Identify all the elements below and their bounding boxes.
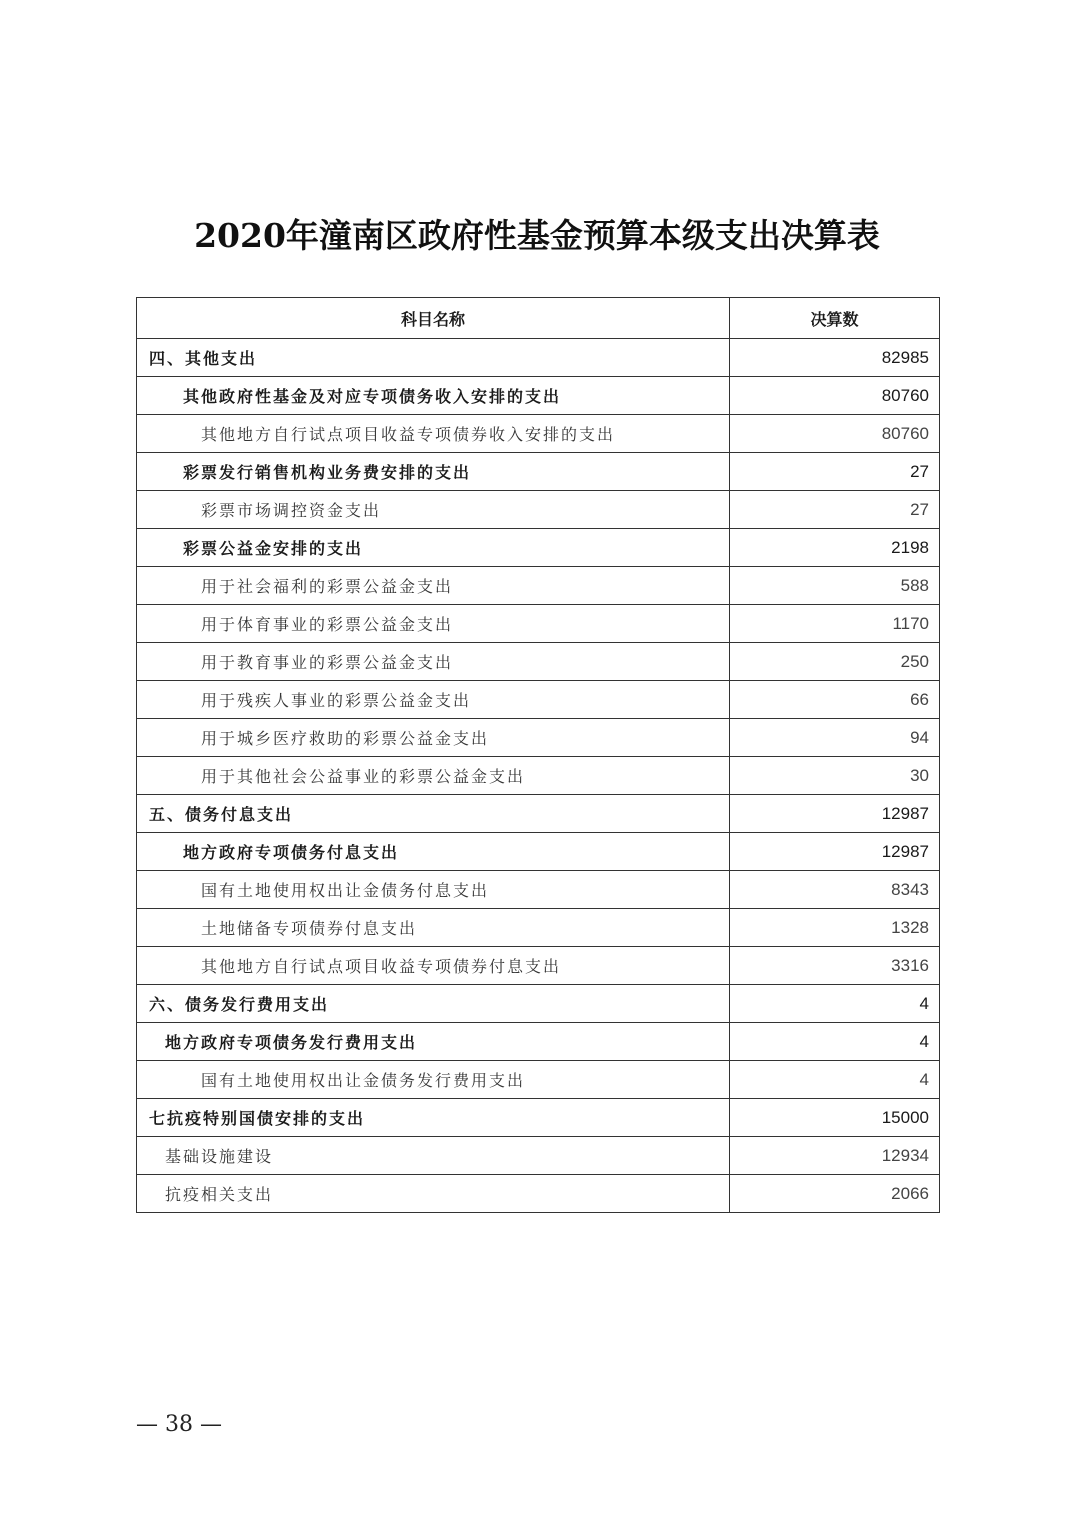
row-value: 66 xyxy=(730,681,940,719)
row-value: 80760 xyxy=(730,377,940,415)
row-name: 用于社会福利的彩票公益金支出 xyxy=(137,567,730,605)
row-name: 抗疫相关支出 xyxy=(137,1175,730,1213)
row-value: 1170 xyxy=(730,605,940,643)
row-name: 用于体育事业的彩票公益金支出 xyxy=(137,605,730,643)
table-row xyxy=(137,1137,940,1175)
table-row xyxy=(137,643,940,681)
row-value: 94 xyxy=(730,719,940,757)
table-row xyxy=(137,833,940,871)
row-value: 12934 xyxy=(730,1137,940,1175)
table-row xyxy=(137,985,940,1023)
row-name: 国有土地使用权出让金债务付息支出 xyxy=(137,871,730,909)
table-row xyxy=(137,1023,940,1061)
table-row xyxy=(137,491,940,529)
row-value: 4 xyxy=(730,1061,940,1099)
table-header-row xyxy=(137,298,940,339)
row-name: 其他政府性基金及对应专项债务收入安排的支出 xyxy=(137,377,730,415)
page-number: — 38 — xyxy=(136,1412,222,1437)
column-header-name: 科目名称 xyxy=(137,298,730,339)
row-value: 4 xyxy=(730,985,940,1023)
row-value: 588 xyxy=(730,567,940,605)
row-value: 27 xyxy=(730,491,940,529)
row-name: 用于城乡医疗救助的彩票公益金支出 xyxy=(137,719,730,757)
row-value: 250 xyxy=(730,643,940,681)
row-name: 土地储备专项债券付息支出 xyxy=(137,909,730,947)
row-value: 2198 xyxy=(730,529,940,567)
row-name: 彩票公益金安排的支出 xyxy=(137,529,730,567)
row-name: 用于残疾人事业的彩票公益金支出 xyxy=(137,681,730,719)
row-name: 基础设施建设 xyxy=(137,1137,730,1175)
row-value: 82985 xyxy=(730,339,940,377)
row-value: 27 xyxy=(730,453,940,491)
row-name: 其他地方自行试点项目收益专项债券收入安排的支出 xyxy=(137,415,730,453)
row-value: 12987 xyxy=(730,795,940,833)
row-name: 国有土地使用权出让金债务发行费用支出 xyxy=(137,1061,730,1099)
row-value: 1328 xyxy=(730,909,940,947)
table-row xyxy=(137,377,940,415)
table-row xyxy=(137,681,940,719)
row-value: 8343 xyxy=(730,871,940,909)
table-row xyxy=(137,605,940,643)
row-name: 七抗疫特别国债安排的支出 xyxy=(137,1099,730,1137)
row-value: 12987 xyxy=(730,833,940,871)
row-name: 用于其他社会公益事业的彩票公益金支出 xyxy=(137,757,730,795)
table-row xyxy=(137,795,940,833)
row-value: 15000 xyxy=(730,1099,940,1137)
table-row xyxy=(137,1099,940,1137)
table-row xyxy=(137,1061,940,1099)
row-name: 地方政府专项债务发行费用支出 xyxy=(137,1023,730,1061)
table-row xyxy=(137,453,940,491)
table-row xyxy=(137,757,940,795)
table-row xyxy=(137,415,940,453)
row-name: 四、其他支出 xyxy=(137,339,730,377)
table-row xyxy=(137,1175,940,1213)
page-title: 2020年潼南区政府性基金预算本级支出决算表 xyxy=(194,216,880,255)
table-row xyxy=(137,871,940,909)
table-row xyxy=(137,947,940,985)
row-name: 地方政府专项债务付息支出 xyxy=(137,833,730,871)
row-value: 80760 xyxy=(730,415,940,453)
row-name: 六、债务发行费用支出 xyxy=(137,985,730,1023)
row-name: 彩票市场调控资金支出 xyxy=(137,491,730,529)
row-value: 4 xyxy=(730,1023,940,1061)
row-name: 其他地方自行试点项目收益专项债券付息支出 xyxy=(137,947,730,985)
budget-table xyxy=(136,297,940,1213)
table-row xyxy=(137,529,940,567)
table-row xyxy=(137,339,940,377)
row-name: 五、债务付息支出 xyxy=(137,795,730,833)
row-name: 用于教育事业的彩票公益金支出 xyxy=(137,643,730,681)
row-name: 彩票发行销售机构业务费安排的支出 xyxy=(137,453,730,491)
row-value: 3316 xyxy=(730,947,940,985)
table-row xyxy=(137,719,940,757)
row-value: 2066 xyxy=(730,1175,940,1213)
column-header-value: 决算数 xyxy=(730,298,940,339)
row-value: 30 xyxy=(730,757,940,795)
table-row xyxy=(137,567,940,605)
table-row xyxy=(137,909,940,947)
